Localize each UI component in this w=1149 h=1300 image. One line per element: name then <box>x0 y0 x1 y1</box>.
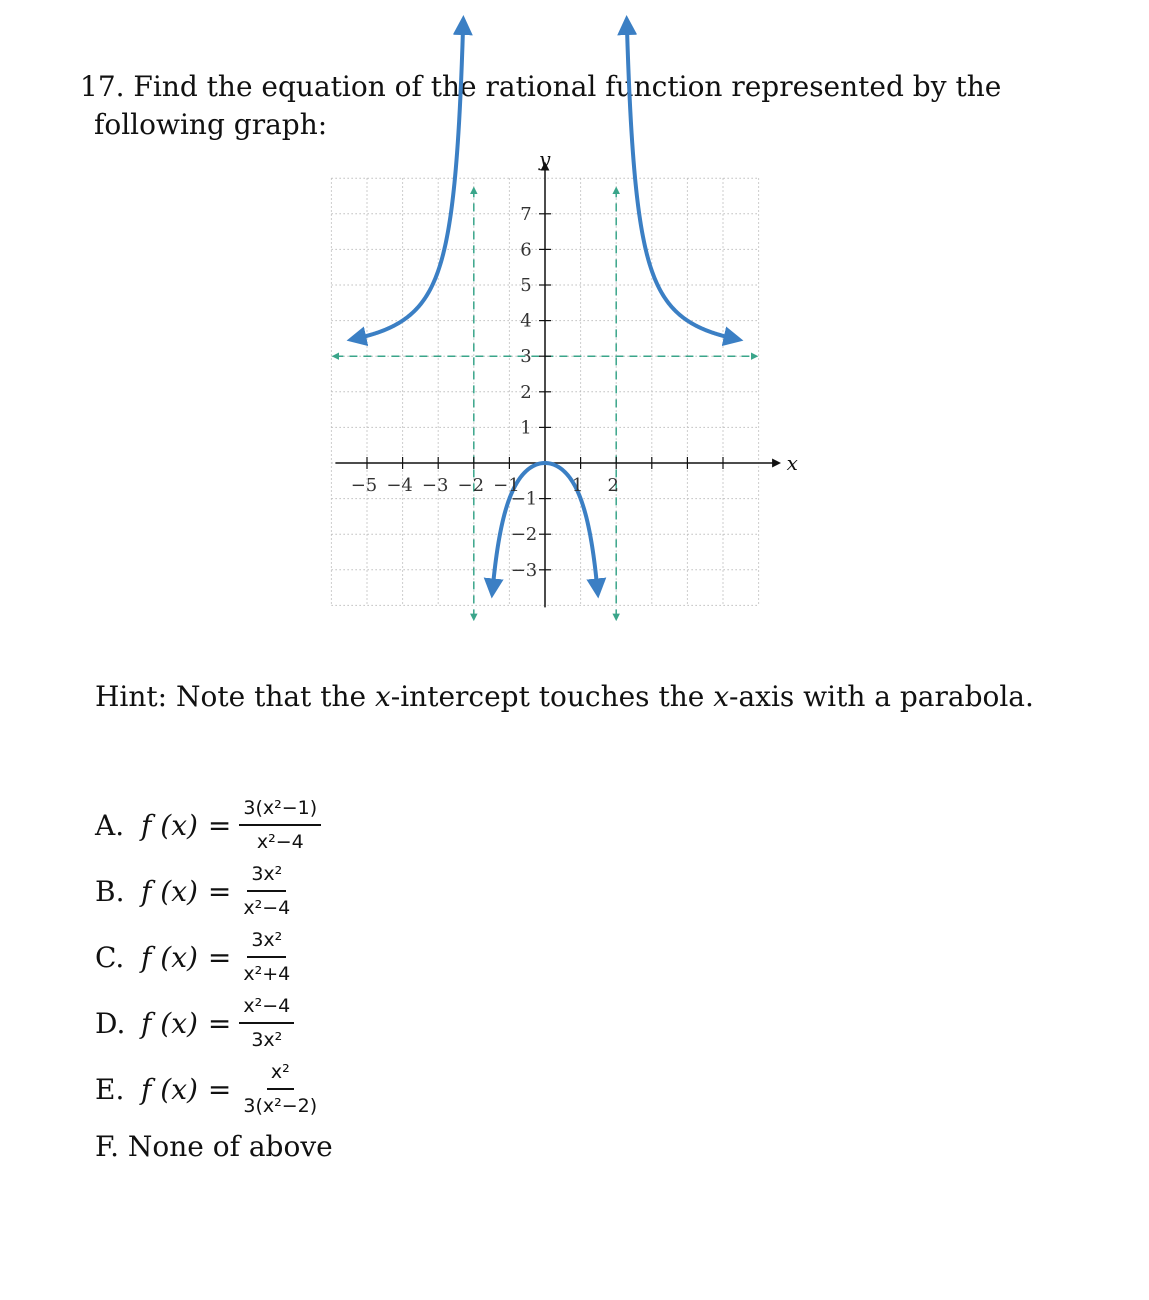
hint-middle: -intercept touches the <box>390 680 714 713</box>
y-tick-label: 6 <box>520 239 532 261</box>
option-b[interactable] <box>95 862 294 920</box>
denominator: x²−4 <box>256 831 304 853</box>
x-tick-label: −5 <box>350 475 378 496</box>
fraction <box>239 928 294 986</box>
equals-sign: = <box>207 808 232 842</box>
y-tick-label: 7 <box>520 203 532 225</box>
denominator: 3(x²−2) <box>243 1095 318 1117</box>
denominator: 3x² <box>251 1029 283 1051</box>
question-line-1: 17. Find the equation of the rational function represented by the <box>80 70 1002 103</box>
option-e[interactable] <box>95 1060 321 1118</box>
denominator: x²+4 <box>243 963 291 985</box>
hint-text <box>95 680 1034 713</box>
option-label: E. <box>95 1072 125 1106</box>
numerator: 3x² <box>247 928 286 958</box>
equals-sign: = <box>207 1072 232 1106</box>
function-lhs: f (x) <box>141 940 198 974</box>
fraction <box>239 1060 321 1118</box>
fraction <box>239 796 321 854</box>
question-text <box>80 68 1080 144</box>
hint-suffix: -axis with a parabola. <box>729 680 1034 713</box>
numerator: 3(x²−1) <box>239 796 321 826</box>
equals-sign: = <box>207 1006 232 1040</box>
rational-function-graph <box>320 140 798 620</box>
denominator: x²−4 <box>243 897 291 919</box>
function-lhs: f (x) <box>141 1072 198 1106</box>
numerator: x² <box>267 1060 294 1090</box>
numerator: x²−4 <box>239 994 294 1024</box>
equals-sign: = <box>207 940 232 974</box>
equals-sign: = <box>207 874 232 908</box>
y-tick-label: 5 <box>520 275 532 296</box>
function-lhs: f (x) <box>141 808 198 842</box>
fraction <box>239 994 294 1052</box>
x-axis-label: x <box>786 451 798 475</box>
hint-prefix: Hint: Note that the <box>95 680 375 713</box>
numerator: 3x² <box>247 862 286 892</box>
y-tick-label: 3 <box>520 346 532 368</box>
function-lhs: f (x) <box>141 1006 198 1040</box>
option-label: B. <box>95 874 125 908</box>
x-tick-label: −3 <box>421 475 449 496</box>
question-line-2: following graph: <box>94 108 328 141</box>
x-tick-label: 1 <box>571 475 584 496</box>
y-tick-label: −3 <box>510 559 538 581</box>
hint-var-2: x <box>713 680 729 713</box>
x-tick-label: −2 <box>457 475 485 496</box>
option-d[interactable] <box>95 994 294 1052</box>
x-tick-label: 2 <box>607 475 619 496</box>
y-tick-label: 1 <box>520 417 532 439</box>
function-lhs: f (x) <box>141 874 198 908</box>
x-tick-label: −1 <box>493 475 520 496</box>
fraction <box>239 862 294 920</box>
option-label: C. <box>95 940 125 974</box>
y-axis-label: y <box>539 147 551 171</box>
x-tick-label: −4 <box>386 475 413 496</box>
option-label: D. <box>95 1006 126 1040</box>
axes <box>335 166 776 607</box>
option-c[interactable] <box>95 928 294 986</box>
option-a[interactable] <box>95 796 321 854</box>
y-tick-label: 2 <box>520 381 532 403</box>
option-f[interactable]: F. None of above <box>95 1130 333 1163</box>
y-tick-label: −1 <box>510 488 538 510</box>
hint-var-1: x <box>374 680 391 713</box>
y-tick-label: −2 <box>510 524 538 546</box>
y-tick-label: 4 <box>520 310 532 332</box>
option-label: A. <box>95 808 125 842</box>
